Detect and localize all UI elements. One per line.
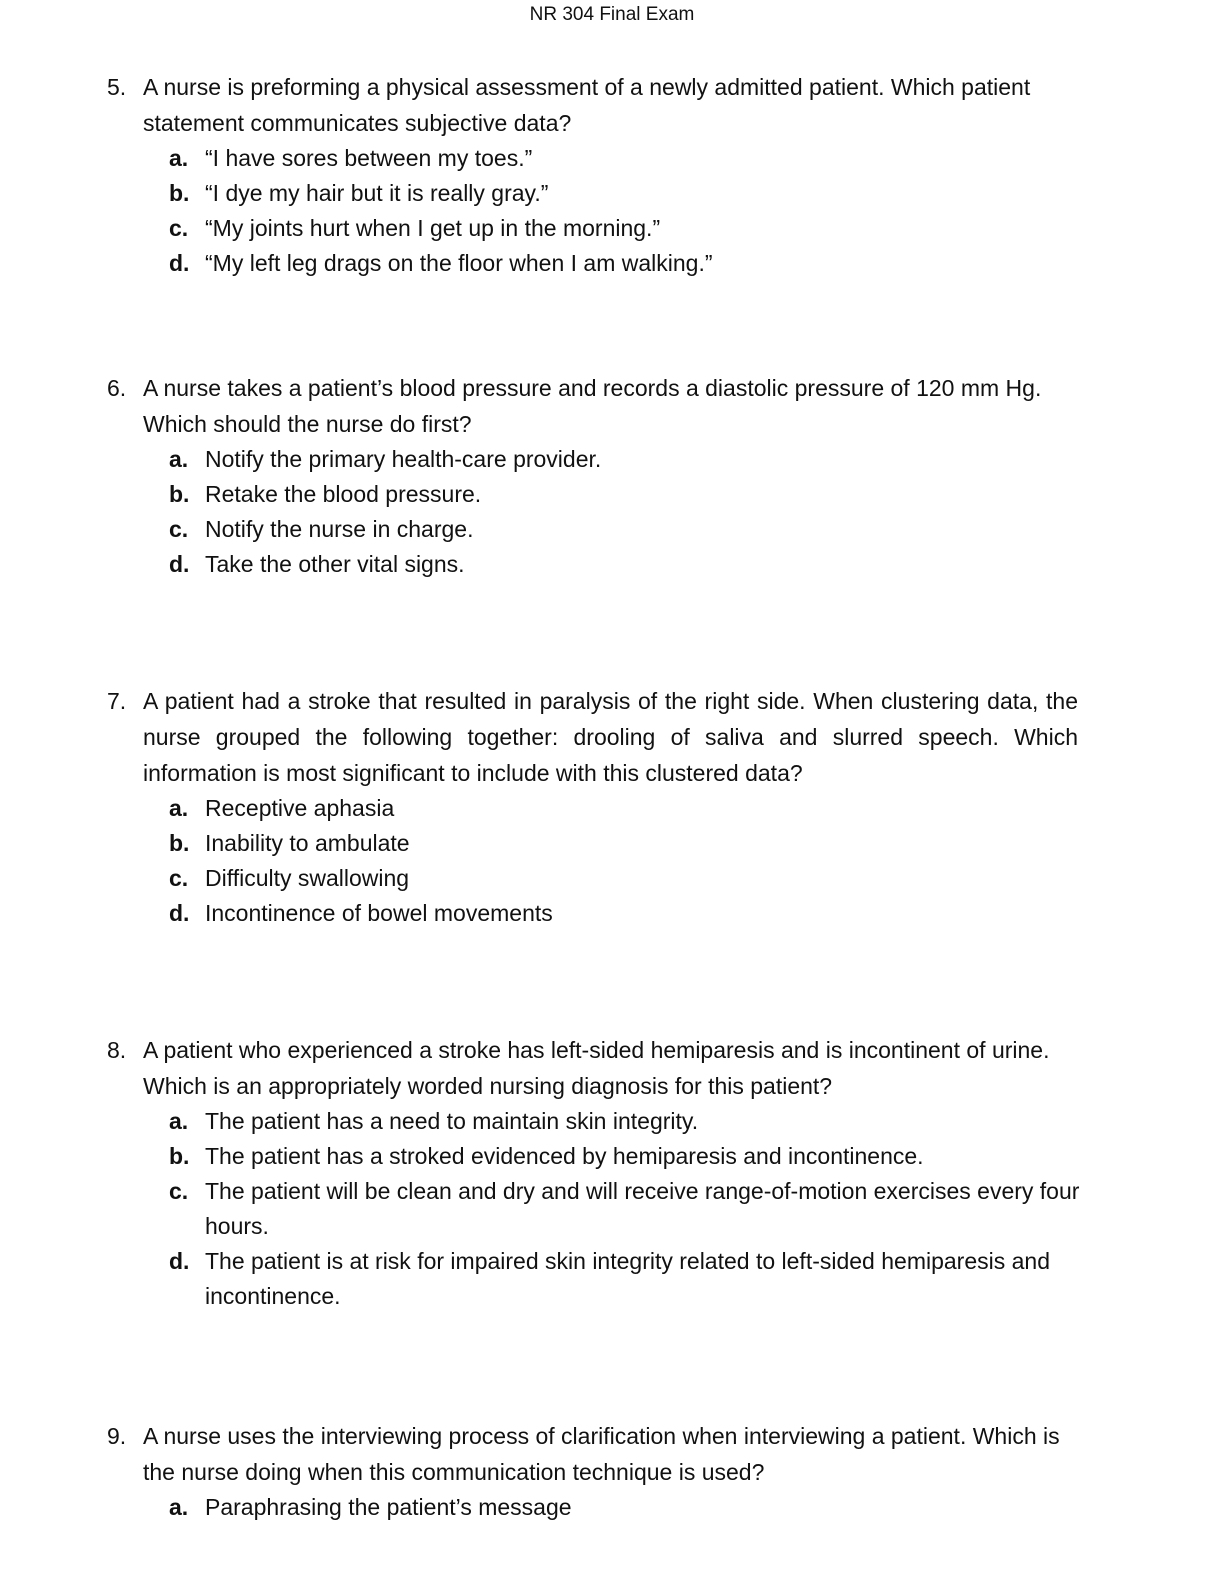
option-text: Notify the primary health-care provider. <box>205 446 602 472</box>
answer-option-d <box>0 896 1120 931</box>
answer-option-d <box>0 246 1120 281</box>
question-stem <box>0 683 1078 791</box>
question-text: A nurse is preforming a physical assessment of a newly admitted patient. Which patient statement communicates subjective data? <box>143 74 1031 136</box>
option-text: Incontinence of bowel movements <box>205 900 553 926</box>
option-letter: d. <box>169 1248 190 1274</box>
option-text: The patient has a need to maintain skin integrity. <box>205 1108 699 1134</box>
option-letter: b. <box>169 481 190 507</box>
answer-option-b <box>0 826 1120 861</box>
question-stem <box>0 1032 1078 1104</box>
option-letter: b. <box>169 830 190 856</box>
option-letter: b. <box>169 1143 190 1169</box>
option-text: “I have sores between my toes.” <box>205 145 533 171</box>
option-letter: d. <box>169 250 190 276</box>
answer-option-a <box>0 1104 1120 1139</box>
answer-options <box>0 1490 1224 1525</box>
question-9 <box>0 1418 1224 1525</box>
answer-option-c <box>0 1174 1120 1244</box>
answer-options <box>0 141 1224 281</box>
option-text: Inability to ambulate <box>205 830 410 856</box>
option-letter: a. <box>169 795 189 821</box>
option-text: Take the other vital signs. <box>205 551 465 577</box>
question-text: A nurse uses the interviewing process of clarification when interviewing a patient. Which is the nurse doing when this communication technique is used? <box>143 1423 1060 1485</box>
answer-options <box>0 442 1224 582</box>
page-title: NR 304 Final Exam <box>529 4 695 25</box>
option-text: Notify the nurse in charge. <box>205 516 474 542</box>
option-letter: c. <box>169 865 189 891</box>
answer-option-a <box>0 1490 1120 1525</box>
answer-option-a <box>0 791 1120 826</box>
answer-option-c <box>0 512 1120 547</box>
question-number: 7. <box>107 688 127 714</box>
option-text: The patient has a stroked evidenced by hemiparesis and incontinence. <box>205 1143 924 1169</box>
question-number: 9. <box>107 1423 127 1449</box>
question-8 <box>0 1032 1224 1314</box>
option-letter: c. <box>169 215 189 241</box>
answer-option-a <box>0 442 1120 477</box>
answer-options <box>0 1104 1224 1314</box>
option-text: The patient will be clean and dry and will receive range-of-motion exercises every four hours. <box>205 1178 1080 1239</box>
option-letter: c. <box>169 516 189 542</box>
question-text: A patient had a stroke that resulted in paralysis of the right side. When clustering data, the nurse grouped the following together: drooling of saliva and slurred speech. Which information is most significant to include with this clustered data? <box>143 688 1078 786</box>
question-stem <box>0 69 1078 141</box>
question-5 <box>0 69 1224 281</box>
answer-option-d <box>0 1244 1120 1314</box>
answer-option-a <box>0 141 1120 176</box>
question-text: A nurse takes a patient’s blood pressure and records a diastolic pressure of 120 mm Hg. Which should the nurse do first? <box>143 375 1042 437</box>
option-text: Paraphrasing the patient’s message <box>205 1494 572 1520</box>
option-letter: d. <box>169 551 190 577</box>
option-letter: a. <box>169 1108 189 1134</box>
option-text: “My left leg drags on the floor when I am walking.” <box>205 250 713 276</box>
answer-option-c <box>0 211 1120 246</box>
option-text: “My joints hurt when I get up in the morning.” <box>205 215 661 241</box>
option-text: The patient is at risk for impaired skin integrity related to left-sided hemiparesis and incontinence. <box>205 1248 1051 1309</box>
question-6 <box>0 370 1224 582</box>
option-letter: b. <box>169 180 190 206</box>
answer-option-b <box>0 477 1120 512</box>
answer-option-b <box>0 1139 1120 1174</box>
option-letter: c. <box>169 1178 189 1204</box>
option-letter: a. <box>169 1494 189 1520</box>
option-letter: d. <box>169 900 190 926</box>
option-letter: a. <box>169 145 189 171</box>
answer-option-c <box>0 861 1120 896</box>
option-text: Difficulty swallowing <box>205 865 410 891</box>
question-stem <box>0 370 1078 442</box>
option-letter: a. <box>169 446 189 472</box>
answer-option-d <box>0 547 1120 582</box>
option-text: Receptive aphasia <box>205 795 395 821</box>
question-number: 8. <box>107 1037 127 1063</box>
option-text: Retake the blood pressure. <box>205 481 482 507</box>
answer-options <box>0 791 1224 931</box>
question-number: 5. <box>107 74 127 100</box>
option-text: “I dye my hair but it is really gray.” <box>205 180 549 206</box>
answer-option-b <box>0 176 1120 211</box>
question-text: A patient who experienced a stroke has left-sided hemiparesis and is incontinent of urine. Which is an appropriately worded nursing diagnosis for this patient? <box>143 1037 1050 1099</box>
question-stem <box>0 1418 1078 1490</box>
question-7 <box>0 683 1224 931</box>
question-number: 6. <box>107 375 127 401</box>
